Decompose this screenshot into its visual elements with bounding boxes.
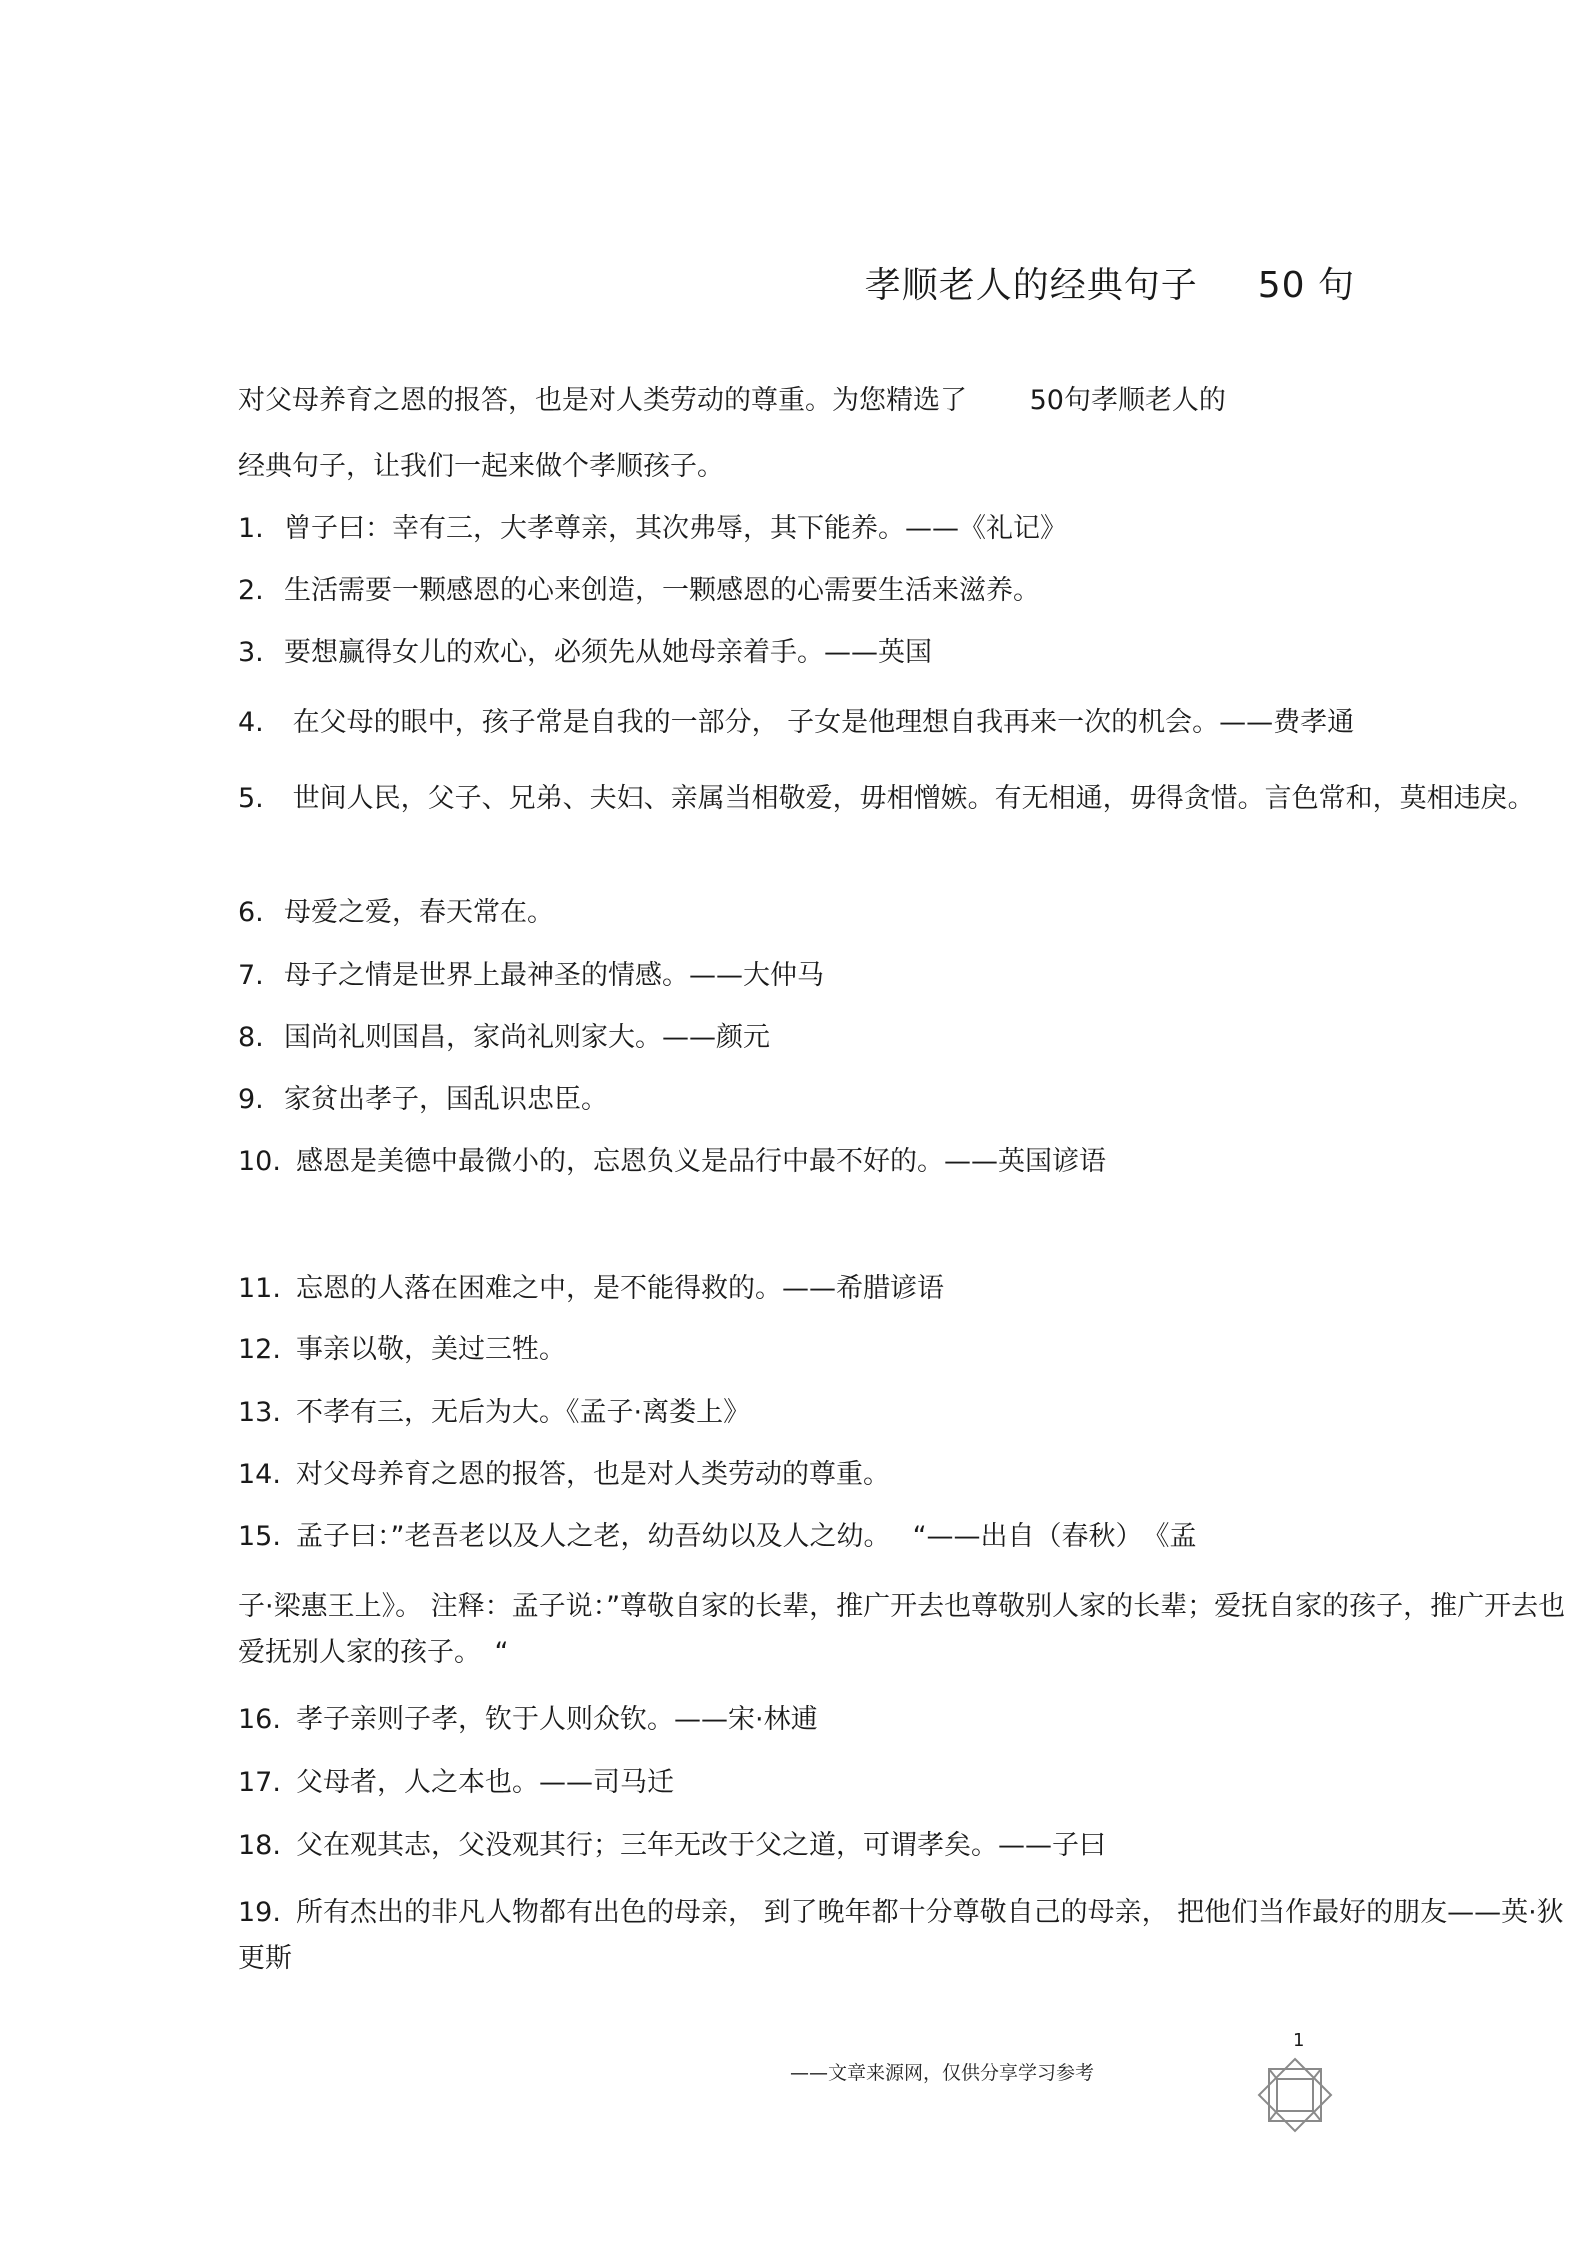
item-number: 9.	[238, 1084, 264, 1115]
list-item	[238, 630, 1578, 676]
item-text: 母子之情是世界上最神圣的情感。——大仲马	[284, 960, 824, 991]
item-text: 要想赢得女儿的欢心，必须先从她母亲着手。——英国	[284, 637, 932, 668]
item-number: 13.	[238, 1397, 281, 1428]
list-item	[238, 1890, 1578, 1982]
item-number: 6.	[238, 897, 264, 928]
item-number: 10.	[238, 1146, 281, 1177]
item-text: 感恩是美德中最微小的，忘恩负义是品行中最不好的。——英国谚语	[296, 1146, 1106, 1177]
list-item	[238, 1823, 1578, 1869]
item-text: 在父母的眼中，孩子常是自我的一部分， 子女是他理想自我再来一次的机会。——费孝通	[284, 707, 1355, 738]
intro-line-1: 对父母养育之恩的报答，也是对人类劳动的尊重。为您精选了 50句孝顺老人的	[238, 385, 1226, 416]
list-item	[238, 1697, 1578, 1743]
list-item	[238, 568, 1578, 614]
list-item	[238, 1760, 1578, 1806]
item-number: 5.	[238, 783, 264, 814]
item-number: 18.	[238, 1830, 281, 1861]
item-text: 母爱之爱，春天常在。	[284, 897, 554, 928]
item-text: 孝子亲则子孝，钦于人则众钦。——宋·林逋	[296, 1704, 818, 1735]
title-count: 50 句	[1257, 265, 1355, 306]
item-text: 忘恩的人落在困难之中，是不能得救的。——希腊谚语	[296, 1273, 944, 1304]
item-text: 家贫出孝子，国乱识忠臣。	[284, 1084, 608, 1115]
list-item	[238, 1015, 1578, 1061]
item-number: 1.	[238, 513, 264, 544]
item-text: 世间人民，父子、兄弟、夫妇、亲属当相敬爱，毋相憎嫉。有无相通，毋得贪惜。言色常和，莫相违戾。	[284, 783, 1535, 814]
page-title	[0, 262, 1355, 310]
watermark-seal-icon	[1255, 2055, 1335, 2135]
list-item	[238, 776, 1578, 822]
item-text: 孟子曰：”老吾老以及人之老，幼吾幼以及人之幼。 “——出自（春秋） 《孟	[296, 1521, 1197, 1552]
page-number: 1	[1293, 2030, 1305, 2051]
title-text: 孝顺老人的经典句子	[864, 265, 1198, 306]
item-number: 11.	[238, 1273, 281, 1304]
item-number: 3.	[238, 637, 264, 668]
item-text: 生活需要一颗感恩的心来创造，一颗感恩的心需要生活来滋养。	[284, 575, 1040, 606]
footer-source-note: ——文章来源网，仅供分享学习参考	[790, 2062, 1095, 2084]
item-number: 19.	[238, 1897, 281, 1928]
list-item	[238, 1077, 1578, 1123]
intro-line-2: 经典句子，让我们一起来做个孝顺孩子。	[238, 451, 724, 482]
list-item	[238, 1390, 1578, 1436]
list-item	[238, 700, 1578, 746]
item-number: 17.	[238, 1767, 281, 1798]
item-number: 14.	[238, 1459, 281, 1490]
item-text: 不孝有三，无后为大。《孟子·离娄上》	[296, 1397, 751, 1428]
item-text: 国尚礼则国昌，家尚礼则家大。——颜元	[284, 1022, 770, 1053]
item-number: 15.	[238, 1521, 281, 1552]
list-item-continuation	[238, 1584, 1578, 1676]
list-item	[238, 1327, 1578, 1373]
item-number: 2.	[238, 575, 264, 606]
item-text: 子·梁惠王上》。 注释：孟子说：”尊敬自家的长辈，推广开去也尊敬别人家的长辈；爱抚自家的孩子，推广开去也爱抚别人家的孩子。 “	[238, 1591, 1566, 1668]
item-number: 7.	[238, 960, 264, 991]
item-text: 父母者，人之本也。——司马迁	[296, 1767, 674, 1798]
item-text: 所有杰出的非凡人物都有出色的母亲， 到了晚年都十分尊敬自己的母亲， 把他们当作最好的朋友——英·狄更斯	[238, 1897, 1564, 1974]
item-number: 12.	[238, 1334, 281, 1365]
item-number: 4.	[238, 707, 264, 738]
item-number: 8.	[238, 1022, 264, 1053]
item-text: 对父母养育之恩的报答，也是对人类劳动的尊重。	[296, 1459, 890, 1490]
list-item	[238, 953, 1578, 999]
list-item	[238, 890, 1578, 936]
list-item	[238, 1452, 1578, 1498]
item-text: 事亲以敬，美过三牲。	[296, 1334, 566, 1365]
item-text: 父在观其志，父没观其行；三年无改于父之道，可谓孝矣。——子曰	[296, 1830, 1106, 1861]
list-item	[238, 1139, 1578, 1185]
list-item	[238, 1266, 1578, 1312]
item-number: 16.	[238, 1704, 281, 1735]
list-item	[238, 506, 1578, 552]
list-item	[238, 1514, 1578, 1560]
item-text: 曾子曰：幸有三，大孝尊亲，其次弗辱，其下能养。——《礼记》	[284, 513, 1067, 544]
